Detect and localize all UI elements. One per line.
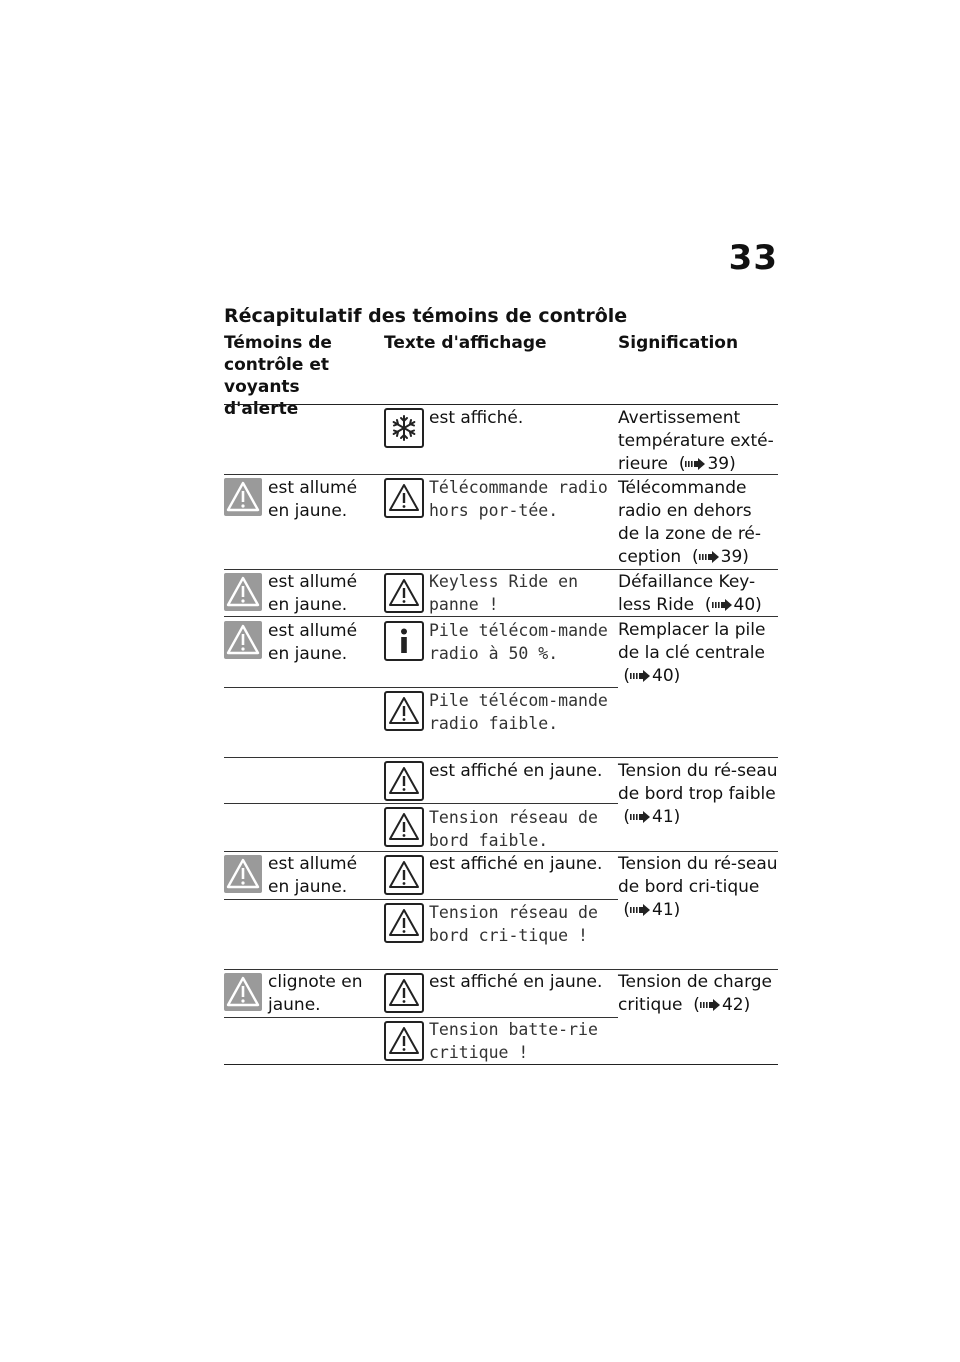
warning-triangle-icon — [224, 621, 262, 659]
display-text: Tension réseau de bord faible. — [429, 808, 598, 850]
meaning-label: Avertissement température exté-rieure — [618, 408, 774, 474]
page-reference: ( 41) — [618, 807, 681, 827]
page-reference-arrow-icon — [630, 904, 652, 916]
page-reference-arrow-icon — [712, 599, 734, 611]
column-header-meaning: Signification — [618, 333, 739, 353]
display-text: est affiché en jaune. — [429, 761, 603, 781]
warning-triangle-icon — [384, 761, 424, 801]
page-reference-arrow-icon — [630, 670, 652, 682]
page-reference-arrow-icon — [700, 999, 722, 1011]
page-reference: ( 41) — [618, 900, 681, 920]
meaning-label: Défaillance Key-less Ride — [618, 572, 756, 615]
warning-triangle-icon — [224, 478, 262, 516]
meaning-label: Tension du ré-seau de bord cri-tique — [618, 854, 778, 897]
display-text: Tension réseau de bord cri-tique ! — [429, 903, 598, 945]
snowflake-icon — [384, 408, 424, 448]
warning-triangle-icon — [384, 903, 424, 943]
meaning-label: Remplacer la pile de la clé centrale — [618, 620, 766, 663]
meaning-text — [618, 619, 778, 688]
display-text: Pile télécom-mande radio à 50 %. — [429, 621, 608, 663]
row-divider — [224, 969, 778, 970]
page-reference-arrow-icon — [630, 811, 652, 823]
display-text: est affiché en jaune. — [429, 854, 603, 874]
meaning-text — [618, 571, 778, 617]
warning-triangle-icon — [384, 807, 424, 847]
page-reference-arrow-icon — [699, 551, 721, 563]
warning-triangle-icon — [224, 573, 262, 611]
indicator-state: clignote en jaune. — [268, 972, 363, 1015]
row-divider — [224, 757, 778, 758]
display-text: Keyless Ride en panne ! — [429, 572, 579, 614]
display-text: est affiché en jaune. — [429, 972, 603, 992]
warning-triangle-icon — [384, 691, 424, 731]
meaning-text — [618, 971, 778, 1017]
display-text: Télécommande radio hors por-tée. — [429, 478, 608, 520]
indicator-state: est allumé en jaune. — [268, 572, 358, 615]
warning-triangle-icon — [384, 478, 424, 518]
row-divider — [224, 687, 618, 688]
meaning-text — [618, 407, 778, 476]
column-header-indicators: Témoins de contrôle et voyants d'alerte — [224, 333, 332, 419]
indicator-state: est allumé en jaune. — [268, 621, 358, 664]
page-reference: ( 40) — [618, 666, 681, 686]
table-header-rule — [224, 404, 778, 405]
display-text: Tension batte-rie critique ! — [429, 1020, 598, 1062]
page-reference-arrow-icon — [685, 458, 707, 470]
meaning-text — [618, 853, 778, 922]
meaning-text — [618, 477, 778, 569]
page-reference: ( 40) — [699, 595, 762, 615]
warning-triangle-icon — [384, 1021, 424, 1061]
table-bottom-rule — [224, 1064, 778, 1065]
display-text: est affiché. — [429, 408, 524, 428]
warning-triangle-icon — [224, 973, 262, 1011]
indicator-state: est allumé en jaune. — [268, 854, 358, 897]
page-reference: ( 42) — [687, 995, 751, 1015]
meaning-label: Tension de charge critique — [618, 972, 773, 1015]
warning-triangle-icon — [384, 573, 424, 613]
indicator-state: est allumé en jaune. — [268, 478, 358, 521]
meaning-text — [618, 760, 778, 829]
row-divider — [224, 899, 618, 900]
section-title: Récapitulatif des témoins de contrôle — [224, 305, 628, 327]
page-reference: ( 39) — [686, 547, 749, 567]
row-divider — [224, 803, 618, 804]
warning-triangle-icon — [384, 973, 424, 1013]
info-icon — [384, 621, 424, 661]
column-header-display-text: Texte d'affichage — [384, 333, 547, 353]
warning-triangle-icon — [224, 855, 262, 893]
display-text: Pile télécom-mande radio faible. — [429, 691, 608, 733]
page-number: 33 — [728, 238, 778, 278]
meaning-label: Télécommande radio en dehors de la zone de ré-ception — [618, 478, 762, 567]
page-reference: ( 39) — [673, 454, 736, 474]
meaning-label: Tension du ré-seau de bord trop faible — [618, 761, 778, 804]
warning-triangle-icon — [384, 855, 424, 895]
